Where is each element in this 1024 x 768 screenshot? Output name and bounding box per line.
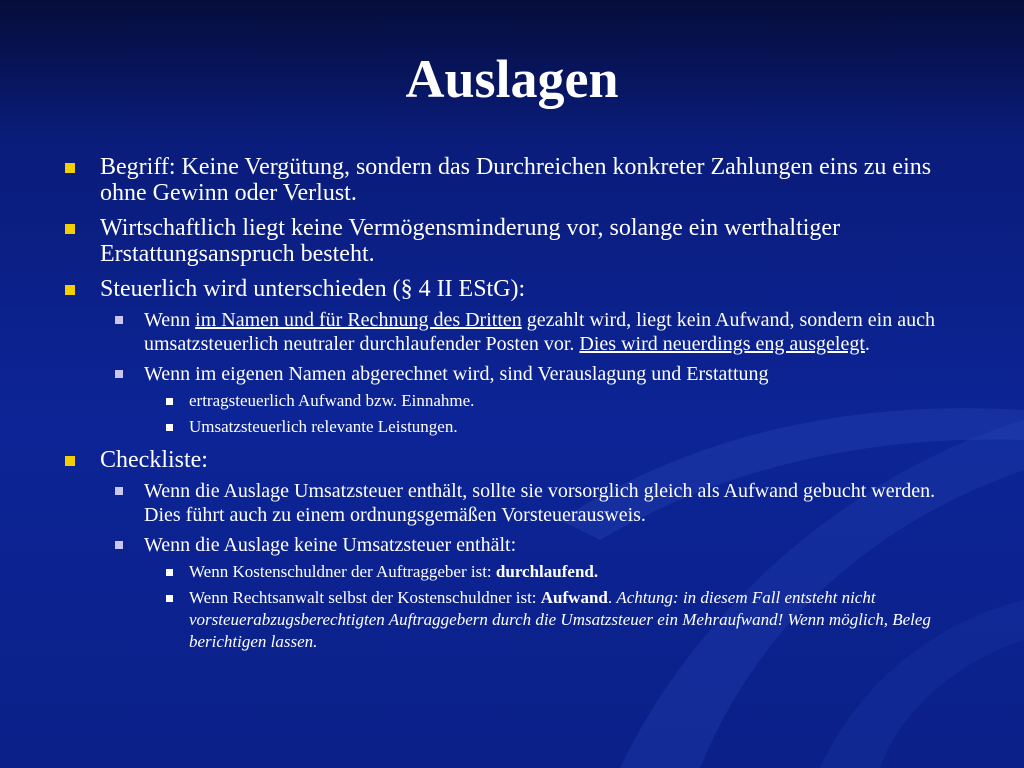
sub-sub-bullet-square-icon	[166, 398, 173, 405]
sub-bullet-item	[100, 362, 972, 438]
sub-bullet-text: Wenn im eigenen Namen abgerechnet wird, sind Verauslagung und Erstattung	[144, 363, 769, 385]
bullet-text: Steuerlich wird unterschieden (§ 4 II EStG):	[100, 276, 526, 302]
sub-bullet-text: Wenn die Auslage keine Umsatzsteuer enthält:	[144, 534, 517, 556]
sub-sub-bullet-text: ertragsteuerlich Aufwand bzw. Einnahme.	[189, 391, 475, 410]
sub-sub-bullet-item	[144, 416, 972, 438]
sub-sub-bullet-text: Umsatzsteuerlich relevante Leistungen.	[189, 417, 458, 436]
sub-sub-bullet-text-pre: Wenn Kostenschuldner der Auftraggeber ist:	[189, 562, 496, 581]
bullet-item	[62, 154, 972, 206]
sub-bullet-text-pre: Wenn	[144, 309, 196, 331]
sub-bullet-square-icon	[115, 316, 123, 324]
sub-sub-bullet-square-icon	[166, 569, 173, 576]
bullet-list	[62, 154, 972, 662]
underlined-phrase: im Namen und für Rechnung des Dritten	[195, 309, 522, 331]
sub-bullet-item	[100, 533, 972, 653]
sub-bullet-text-post: .	[864, 333, 870, 355]
bullet-item	[62, 447, 972, 653]
underlined-phrase: Dies wird neuerdings eng ausgelegt	[579, 333, 865, 355]
sub-sub-bullet-square-icon	[166, 595, 173, 602]
bold-phrase: Aufwand	[540, 588, 608, 607]
sub-bullet-list	[100, 308, 972, 438]
sub-bullet-text-mid: gezahlt wird, liegt kein Aufwand, sondern ein auch umsatzsteuerlich neutraler durchlaufender Posten vor.	[144, 309, 935, 355]
sub-sub-bullet-text-pre: Wenn Rechtsanwalt selbst der Kostenschuldner ist:	[189, 588, 541, 607]
bullet-square-icon	[65, 456, 75, 466]
sub-bullet-square-icon	[115, 487, 123, 495]
bullet-item	[62, 276, 972, 438]
italic-note: Achtung: in diesem Fall entsteht nicht vorsteuerabzugsberechtigten Auftraggebern durch die Umsatzsteuer ein Mehraufwand! Wenn möglich, Beleg berichtigen lassen.	[189, 588, 931, 651]
slide-title: Auslagen	[405, 49, 619, 109]
sub-sub-bullet-list	[144, 390, 972, 438]
sub-sub-bullet-separator: .	[607, 588, 617, 607]
bullet-text: Wirtschaftlich liegt keine Vermögensminderung vor, solange ein werthaltiger Erstattungsanspruch besteht.	[100, 215, 841, 267]
bullet-text: Begriff: Keine Vergütung, sondern das Durchreichen konkreter Zahlungen eins zu eins ohne Gewinn oder Verlust.	[100, 154, 932, 206]
bullet-item	[62, 215, 972, 267]
bullet-square-icon	[65, 163, 75, 173]
bullet-square-icon	[65, 224, 75, 234]
sub-sub-bullet-list	[144, 561, 972, 653]
sub-bullet-square-icon	[115, 370, 123, 378]
sub-bullet-item	[100, 308, 972, 356]
sub-sub-bullet-square-icon	[166, 424, 173, 431]
sub-sub-bullet-item	[144, 390, 972, 412]
bold-phrase: durchlaufend.	[495, 562, 599, 581]
sub-bullet-square-icon	[115, 541, 123, 549]
sub-bullet-item	[100, 479, 972, 527]
sub-bullet-text: Wenn die Auslage Umsatzsteuer enthält, sollte sie vorsorglich gleich als Aufwand gebucht werden. Dies führt auch zu einem ordnungsgemäßen Vorsteuerausweis.	[144, 480, 936, 526]
bullet-text: Checkliste:	[100, 447, 208, 473]
sub-sub-bullet-item	[144, 587, 972, 653]
sub-sub-bullet-item	[144, 561, 972, 583]
bullet-square-icon	[65, 285, 75, 295]
sub-bullet-list	[100, 479, 972, 653]
